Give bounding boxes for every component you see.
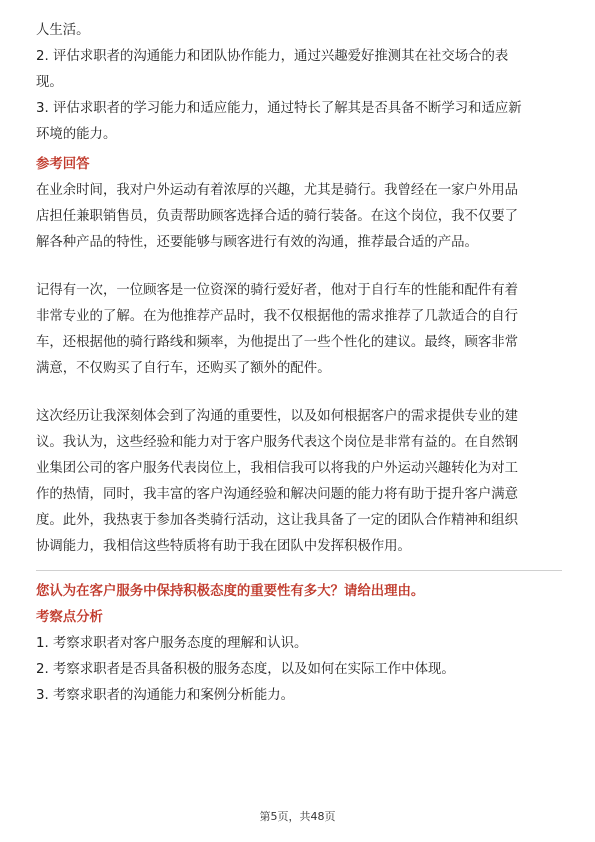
list-item: 1. 考察求职者对客户服务态度的理解和认识。: [36, 636, 308, 651]
text-line: 记得有一次，一位顾客是一位资深的骑行爱好者，他对于自行车的性能和配件有着: [36, 283, 519, 298]
text-line: 作的热情，同时，我丰富的客户沟通经验和解决问题的能力将有助于提升客户满意: [36, 487, 519, 502]
text-line: 满意，不仅购买了自行车，还购买了额外的配件。: [36, 361, 331, 376]
text-line: 解各种产品的特性，还要能够与顾客进行有效的沟通，推荐最合适的产品。: [36, 235, 478, 250]
document-page: [36, 18, 562, 709]
paragraph-gap: [36, 256, 562, 278]
paragraph-gap: [36, 382, 562, 404]
answer-heading: 参考回答: [36, 157, 90, 172]
text-line: 度。此外，我热衷于参加各类骑行活动，这让我具备了一定的团队合作精神和组织: [36, 513, 519, 528]
analysis-list: [36, 631, 562, 709]
answer-paragraph-3: [36, 404, 562, 560]
text-line: 非常专业的了解。在为他推荐产品时，我不仅根据他的需求推荐了几款适合的自行: [36, 309, 519, 324]
text-line: 协调能力，我相信这些特质将有助于我在团队中发挥积极作用。: [36, 539, 411, 554]
top-list: [36, 18, 562, 148]
text-line: 在业余时间，我对户外运动有着浓厚的兴趣，尤其是骑行。我曾经在一家户外用品: [36, 183, 519, 198]
answer-paragraph-1: [36, 178, 562, 256]
question-title: 您认为在客户服务中保持积极态度的重要性有多大？请给出理由。: [36, 584, 425, 599]
page-footer: 第5页，共48页: [259, 810, 336, 823]
section-divider: [36, 570, 562, 571]
text-line: 议。我认为，这些经验和能力对于客户服务代表这个岗位是非常有益的。在自然钢: [36, 435, 519, 450]
text-line: 2. 评估求职者的沟通能力和团队协作能力，通过兴趣爱好推测其在社交场合的表: [36, 49, 509, 64]
text-line: 店担任兼职销售员，负责帮助顾客选择合适的骑行装备。在这个岗位，我不仅要了: [36, 209, 519, 224]
list-item: 3. 考察求职者的沟通能力和案例分析能力。: [36, 688, 295, 703]
answer-paragraph-2: [36, 278, 562, 382]
text-line: 现。: [36, 75, 63, 90]
text-line: 3. 评估求职者的学习能力和适应能力，通过特长了解其是否具备不断学习和适应新: [36, 101, 522, 116]
text-line: 这次经历让我深刻体会到了沟通的重要性，以及如何根据客户的需求提供专业的建: [36, 409, 519, 424]
text-line: 环境的能力。: [36, 127, 117, 142]
text-line: 车，还根据他的骑行路线和频率，为他提出了一些个性化的建议。最终，顾客非常: [36, 335, 519, 350]
list-item: 2. 考察求职者是否具备积极的服务态度，以及如何在实际工作中体现。: [36, 662, 455, 677]
text-line: 人生活。: [36, 23, 90, 38]
text-line: 业集团公司的客户服务代表岗位上，我相信我可以将我的户外运动兴趣转化为对工: [36, 461, 519, 476]
analysis-heading: 考察点分析: [36, 610, 103, 625]
